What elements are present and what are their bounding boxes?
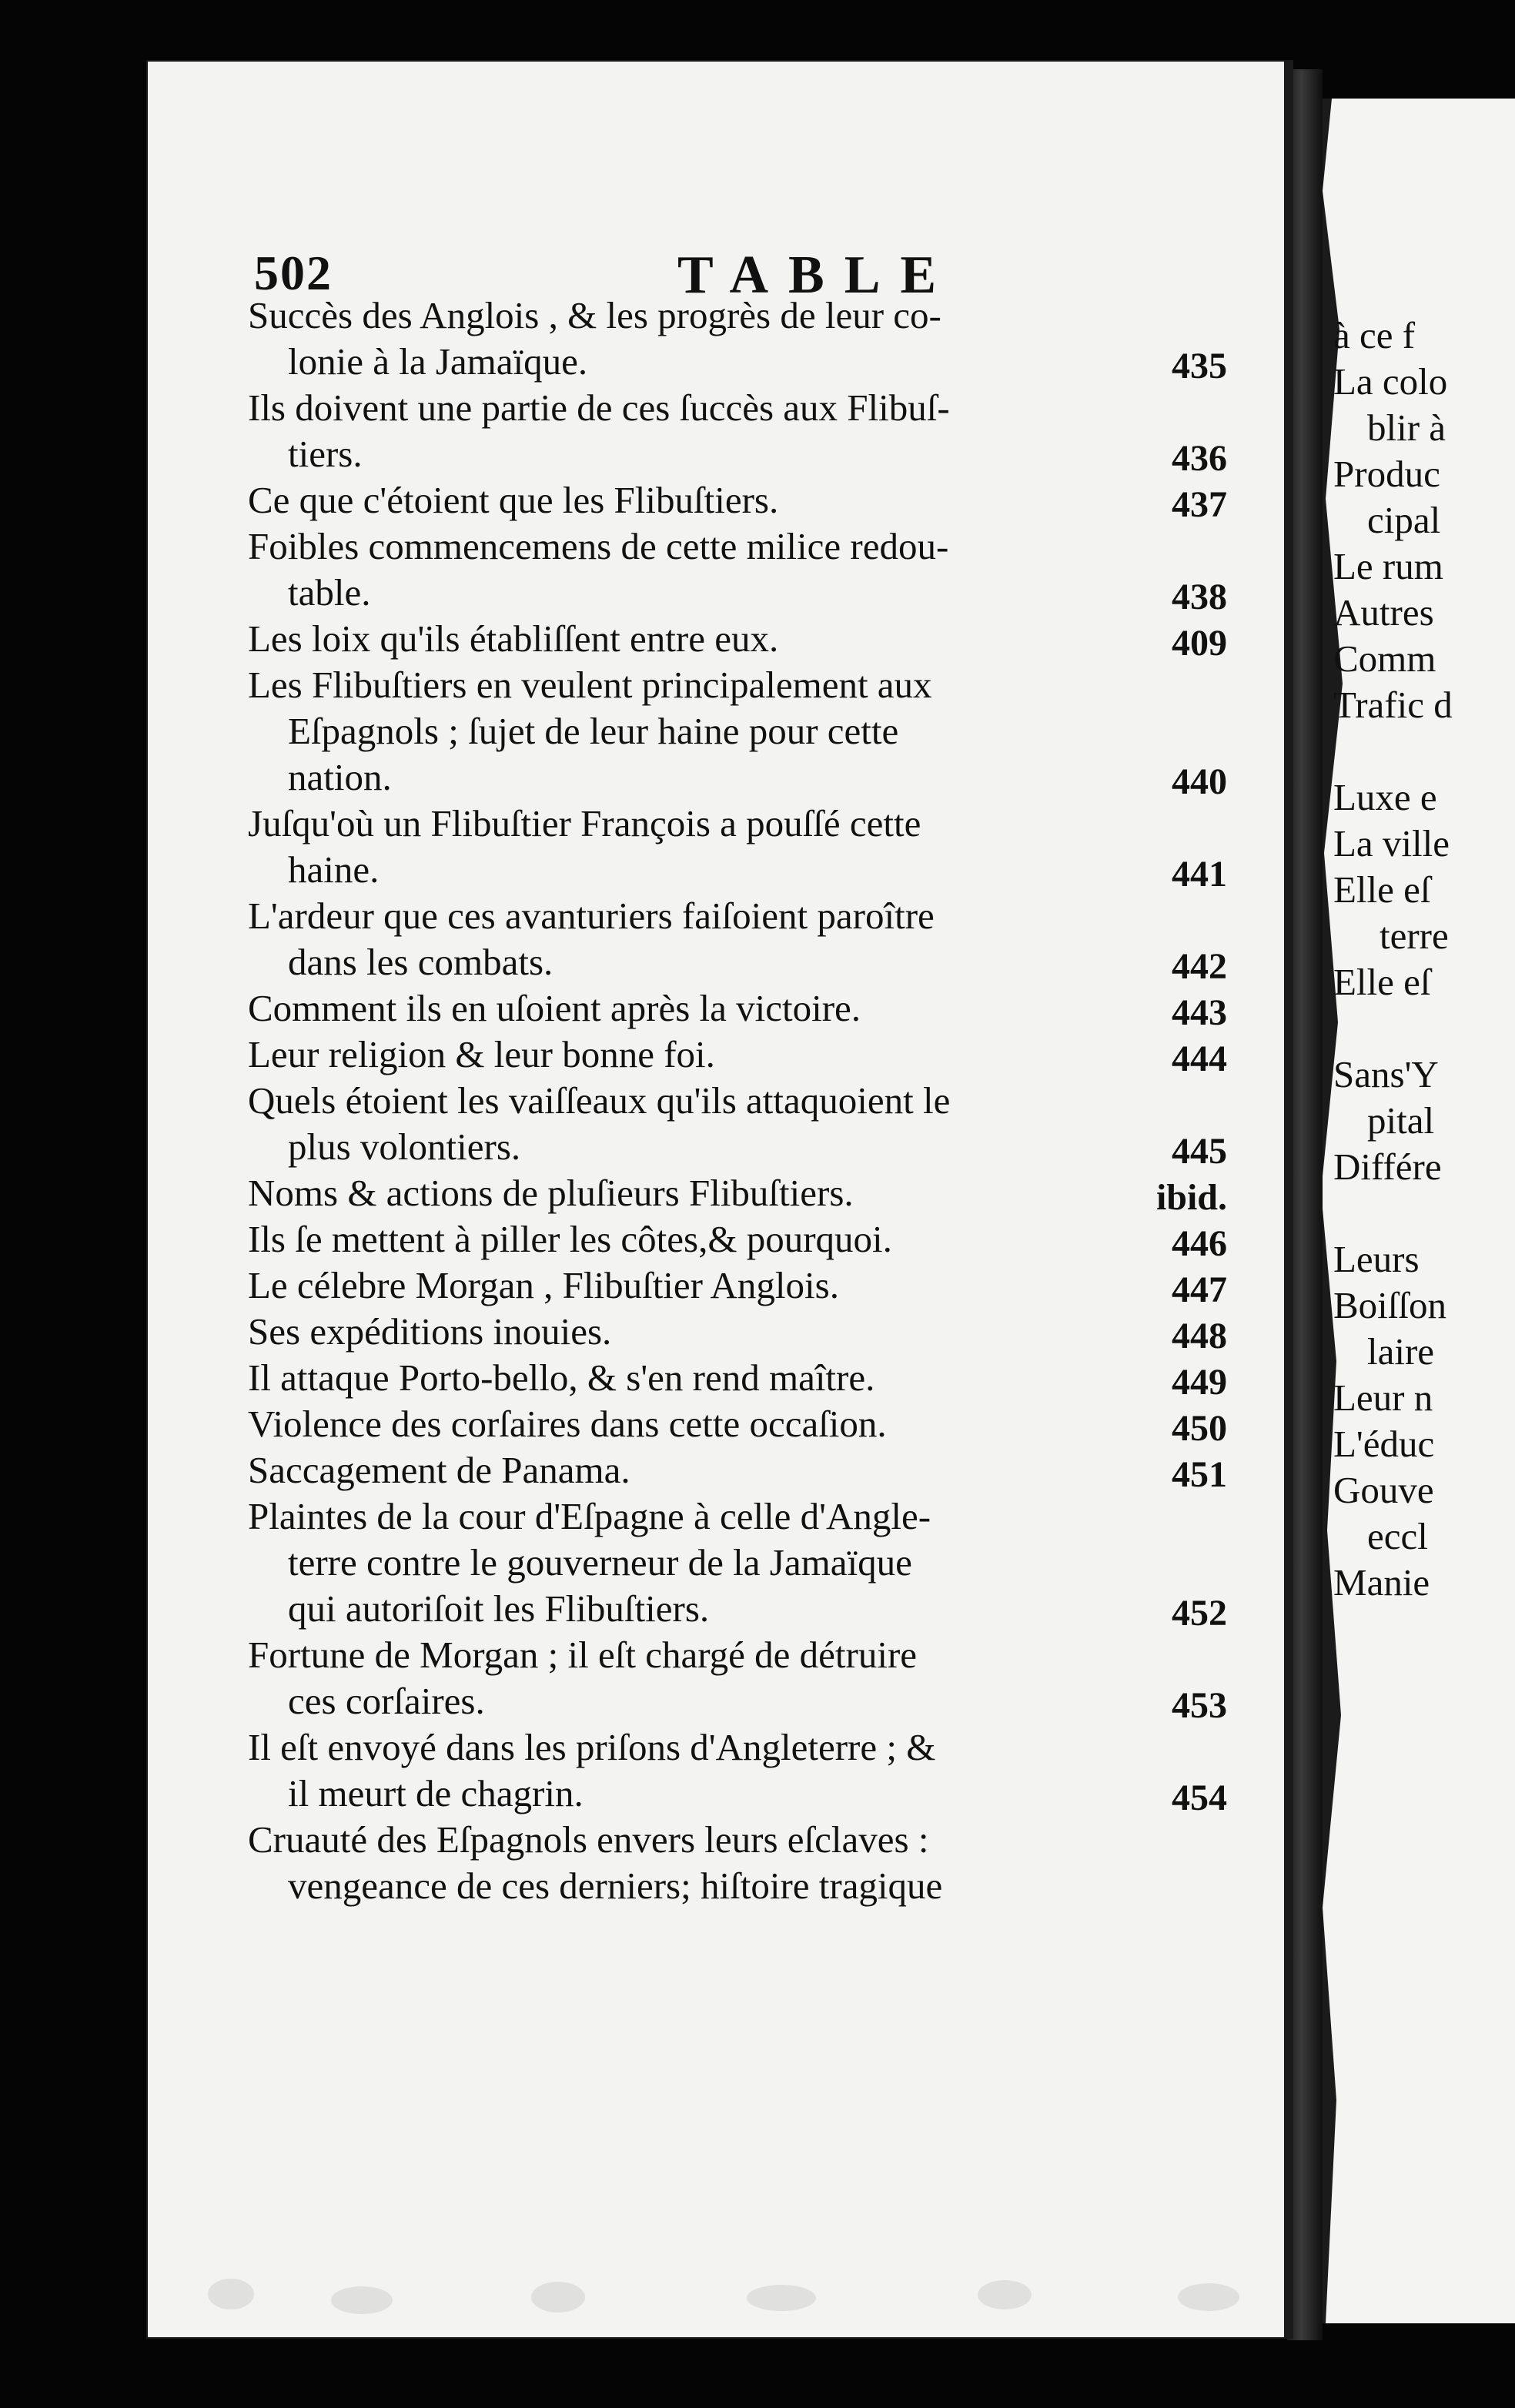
toc-entry bbox=[248, 985, 1227, 1032]
toc-entry-text: Succès des Anglois , & les progrès de leur co- bbox=[248, 294, 941, 336]
toc-page-ref: 443 bbox=[1172, 992, 1227, 1033]
toc-entry bbox=[248, 293, 1227, 385]
toc-entry-text: Leur religion & leur bonne foi. bbox=[248, 1033, 715, 1075]
toc-entry-text: L'ardeur que ces avanturiers faiſoient paroître bbox=[248, 895, 935, 937]
toc-entry-text: Comment ils en uſoient après la victoire. bbox=[248, 987, 861, 1029]
toc-page-ref: 444 bbox=[1172, 1038, 1227, 1079]
right-page-line: pital bbox=[1367, 1099, 1435, 1142]
toc-entry bbox=[248, 1817, 1227, 1909]
table-of-contents bbox=[248, 293, 1227, 1909]
toc-page-ref: 441 bbox=[1172, 854, 1227, 895]
toc-page-ref: 445 bbox=[1172, 1131, 1227, 1172]
toc-entry-text: plus volontiers. bbox=[288, 1125, 521, 1168]
toc-entry bbox=[248, 523, 1227, 616]
toc-page-ref: 438 bbox=[1172, 577, 1227, 617]
toc-entry bbox=[248, 1170, 1227, 1216]
right-page-line: blir à bbox=[1367, 406, 1446, 449]
toc-entry bbox=[248, 893, 1227, 985]
toc-page-ref: 435 bbox=[1172, 346, 1227, 386]
toc-entry-text: Saccagement de Panama. bbox=[248, 1449, 630, 1491]
right-page-line: Elle eſ bbox=[1333, 868, 1431, 911]
toc-entry-text: Les Flibuſtiers en veulent principalement aux bbox=[248, 664, 932, 706]
toc-entry-text: Il attaque Porto-bello, & s'en rend maître. bbox=[248, 1356, 875, 1399]
toc-page-ref: ibid. bbox=[1155, 1177, 1227, 1218]
toc-entry bbox=[248, 385, 1227, 477]
torn-edge bbox=[1323, 99, 1352, 2323]
right-page-line: Trafic d bbox=[1333, 684, 1453, 726]
toc-entry-text: haine. bbox=[288, 848, 380, 891]
right-page-line: La colo bbox=[1333, 360, 1448, 403]
toc-entry-text: il meurt de chagrin. bbox=[288, 1772, 584, 1814]
right-page-line: terre bbox=[1380, 915, 1449, 957]
bottom-stains bbox=[208, 2271, 1270, 2325]
toc-entry-text: Juſqu'où un Flibuſtier François a pouſſé cette bbox=[248, 802, 921, 844]
toc-entry bbox=[248, 477, 1227, 523]
toc-page-ref: 450 bbox=[1172, 1408, 1227, 1449]
toc-entry bbox=[248, 801, 1227, 893]
toc-entry bbox=[248, 1216, 1227, 1263]
right-page-line: L'éduc bbox=[1333, 1423, 1435, 1465]
toc-entry-text: Violence des corſaires dans cette occaſion. bbox=[248, 1403, 887, 1445]
toc-entry-text: Ses expéditions inouies. bbox=[248, 1310, 612, 1353]
right-page-line: Leur n bbox=[1333, 1376, 1433, 1419]
right-page-line: eccl bbox=[1367, 1515, 1428, 1557]
toc-entry-text: Foibles commencemens de cette milice redou- bbox=[248, 525, 949, 567]
toc-entry bbox=[248, 616, 1227, 662]
toc-entry bbox=[248, 1309, 1227, 1355]
toc-page-ref: 448 bbox=[1172, 1316, 1227, 1356]
toc-entry-text: Cruauté des Eſpagnols envers leurs eſclaves : bbox=[248, 1818, 929, 1861]
toc-entry-text: Le célebre Morgan , Flibuſtier Anglois. bbox=[248, 1264, 839, 1306]
toc-entry-text: table. bbox=[288, 571, 371, 614]
right-page-line: Gouve bbox=[1333, 1469, 1434, 1511]
right-page-line: Différe bbox=[1333, 1145, 1442, 1188]
toc-entry-text: terre contre le gouverneur de la Jamaïque bbox=[288, 1541, 912, 1584]
toc-entry-text: Il eſt envoyé dans les priſons d'Angleterre ; & bbox=[248, 1726, 936, 1768]
toc-page-ref: 442 bbox=[1172, 946, 1227, 987]
toc-entry-text: Eſpagnols ; ſujet de leur haine pour cette bbox=[288, 710, 899, 752]
right-page-line: à ce f bbox=[1333, 314, 1416, 356]
right-page-line: Le rum bbox=[1333, 545, 1443, 587]
toc-page-ref: 440 bbox=[1172, 761, 1227, 802]
toc-entry bbox=[248, 1032, 1227, 1078]
toc-entry-text: Noms & actions de pluſieurs Flibuſtiers. bbox=[248, 1172, 854, 1214]
toc-entry bbox=[248, 1632, 1227, 1724]
right-page-line: cipal bbox=[1367, 499, 1441, 541]
toc-entry-text: dans les combats. bbox=[288, 941, 553, 983]
right-page-line: Luxe e bbox=[1333, 776, 1437, 818]
toc-entry bbox=[248, 1447, 1227, 1493]
toc-entry-text: nation. bbox=[288, 756, 392, 798]
right-page-line: Produc bbox=[1333, 453, 1440, 495]
toc-page-ref: 437 bbox=[1172, 484, 1227, 525]
toc-page-ref: 436 bbox=[1172, 438, 1227, 479]
toc-entry bbox=[248, 1493, 1227, 1632]
right-page bbox=[1323, 99, 1515, 2323]
page-title: TABLE bbox=[677, 246, 957, 305]
toc-entry bbox=[248, 662, 1227, 801]
toc-entry-text: Ils ſe mettent à piller les côtes,& pourquoi. bbox=[248, 1218, 892, 1260]
toc-page-ref: 454 bbox=[1172, 1778, 1227, 1818]
toc-entry bbox=[248, 1355, 1227, 1401]
right-page-line: Sans'Y bbox=[1333, 1053, 1439, 1095]
toc-entry-text: Ils doivent une partie de ces ſuccès aux Flibuſ- bbox=[248, 386, 950, 429]
toc-entry-text: Ce que c'étoient que les Flibuſtiers. bbox=[248, 479, 779, 521]
right-page-line: Manie bbox=[1333, 1561, 1430, 1604]
toc-entry-text: Les loix qu'ils établiſſent entre eux. bbox=[248, 617, 779, 660]
toc-entry-text: lonie à la Jamaïque. bbox=[288, 340, 588, 383]
right-page-line: Elle eſ bbox=[1333, 961, 1431, 1003]
toc-entry bbox=[248, 1401, 1227, 1447]
toc-page-ref: 409 bbox=[1172, 623, 1227, 664]
toc-page-ref: 449 bbox=[1172, 1362, 1227, 1403]
right-page-line: Autres bbox=[1333, 591, 1434, 634]
toc-entry-text: Plaintes de la cour d'Eſpagne à celle d'Angle- bbox=[248, 1495, 931, 1537]
toc-page-ref: 447 bbox=[1172, 1269, 1227, 1310]
right-page-line: Boiſſon bbox=[1333, 1284, 1447, 1326]
toc-entry-text: tiers. bbox=[288, 433, 363, 475]
toc-page-ref: 452 bbox=[1172, 1593, 1227, 1634]
toc-entry-text: vengeance de ces derniers; hiſtoire tragique bbox=[288, 1865, 943, 1907]
toc-page-ref: 451 bbox=[1172, 1454, 1227, 1495]
right-page-line: Comm bbox=[1333, 637, 1436, 680]
toc-entry-text: Fortune de Morgan ; il eſt chargé de détruire bbox=[248, 1634, 918, 1676]
right-page-line: La ville bbox=[1333, 822, 1450, 865]
right-page-line: laire bbox=[1367, 1330, 1435, 1373]
toc-entry bbox=[248, 1724, 1227, 1817]
page-number: 502 bbox=[254, 246, 333, 300]
toc-entry bbox=[248, 1263, 1227, 1309]
toc-entry-text: ces corſaires. bbox=[288, 1680, 485, 1722]
toc-page-ref: 453 bbox=[1172, 1685, 1227, 1726]
left-page bbox=[146, 60, 1293, 2339]
toc-page-ref: 446 bbox=[1172, 1223, 1227, 1264]
toc-entry-text: Quels étoient les vaiſſeaux qu'ils attaquoient le bbox=[248, 1079, 951, 1122]
toc-entry bbox=[248, 1078, 1227, 1170]
toc-entry-text: qui autoriſoit les Flibuſtiers. bbox=[288, 1587, 710, 1630]
right-page-line: Leurs bbox=[1333, 1238, 1420, 1280]
